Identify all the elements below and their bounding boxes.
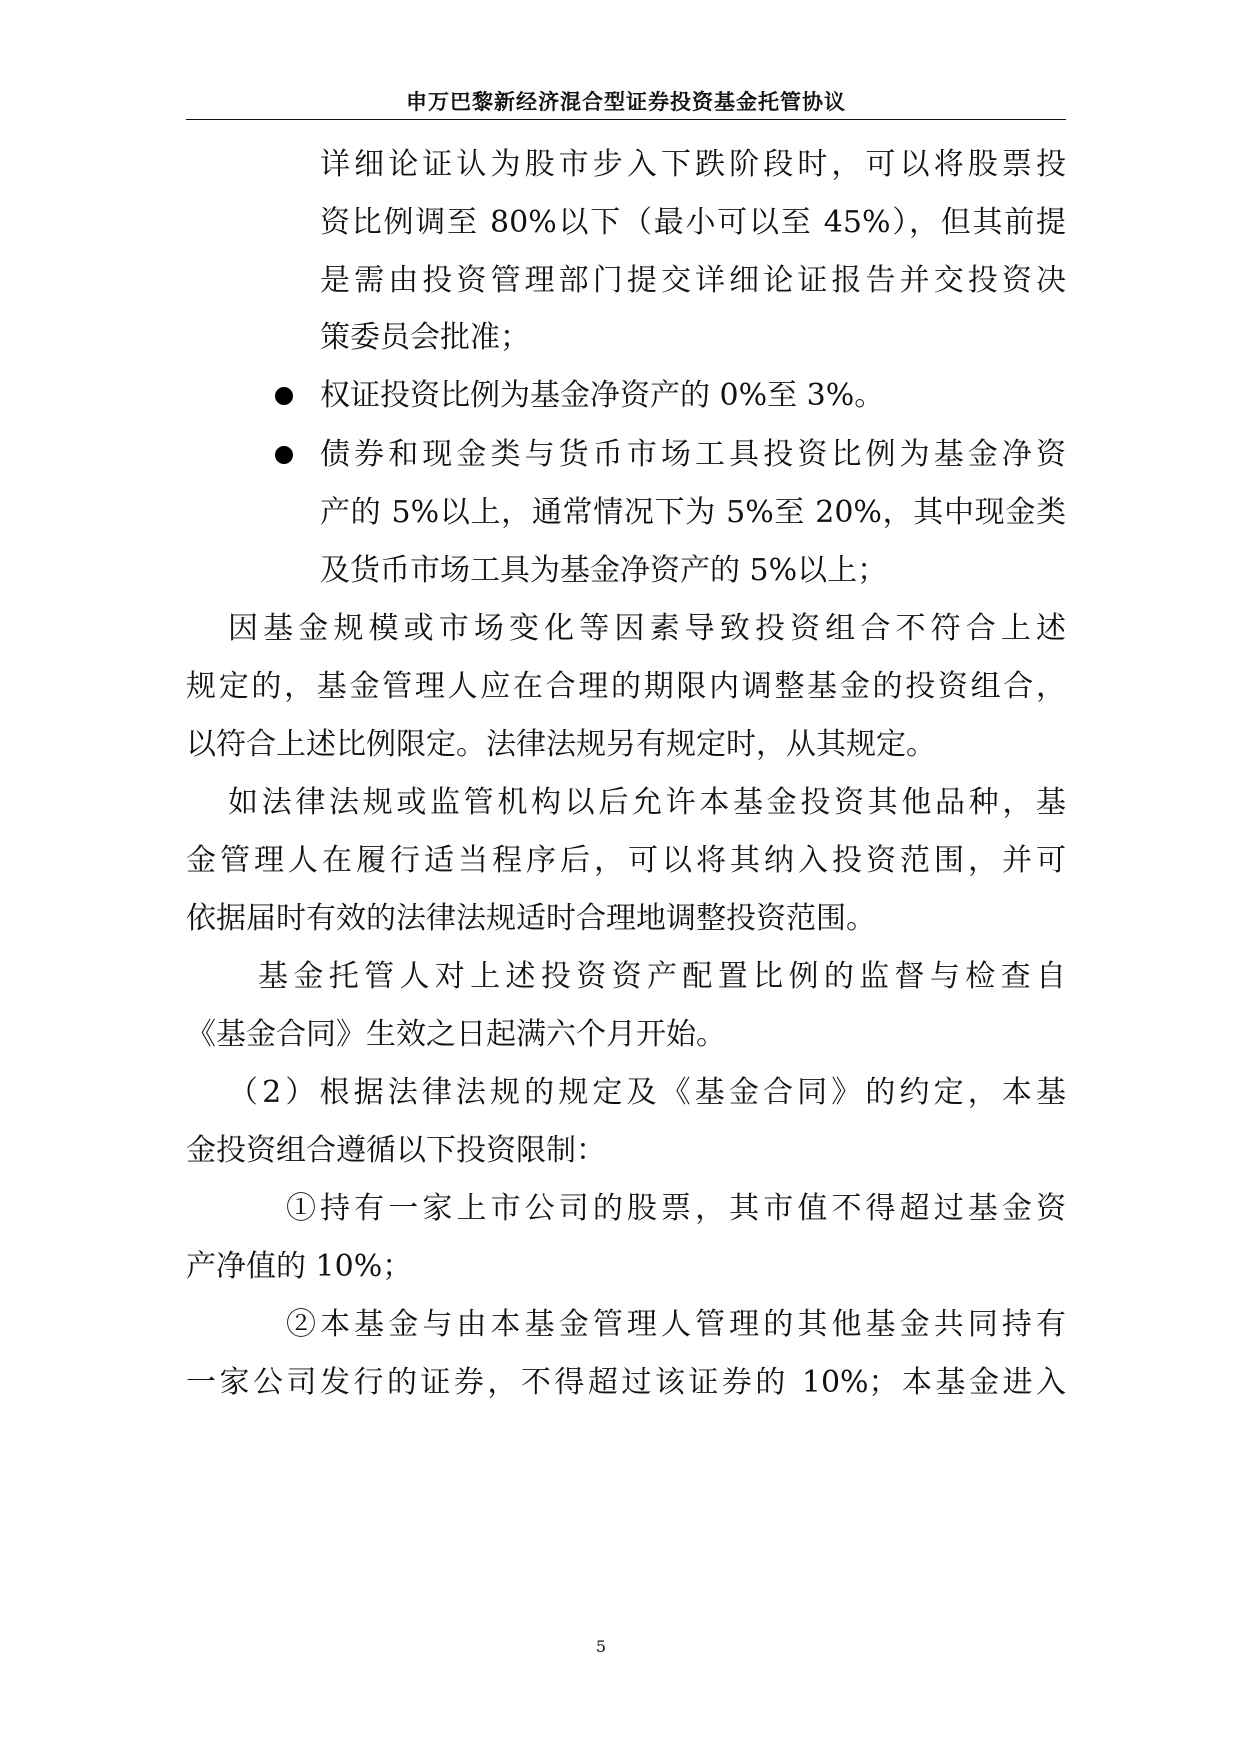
text-line: 依据届时有效的法律法规适时合理地调整投资范围。 (186, 901, 876, 936)
text-line: 权证投资比例为基金净资产的 0%至 3%。 (320, 378, 885, 413)
text-line: 金投资组合遵循以下投资限制： (186, 1133, 606, 1168)
text-line: 债券和现金类与货币市场工具投资比例为基金净资 (320, 437, 1066, 472)
text-line: 一家公司发行的证券，不得超过该证券的 10%；本基金进入 (186, 1365, 1066, 1400)
text-line: 以符合上述比例限定。法律法规另有规定时，从其规定。 (186, 727, 936, 762)
text-line: 基金托管人对上述投资资产配置比例的监督与检查自 (258, 959, 1066, 994)
text-line: 详细论证认为股市步入下跌阶段时，可以将股票投 (320, 147, 1066, 182)
text-line: 规定的，基金管理人应在合理的期限内调整基金的投资组合， (186, 669, 1066, 704)
text-line: 策委员会批准； (320, 320, 530, 355)
page-number: 5 (595, 1637, 607, 1656)
text-line: 金管理人在履行适当程序后，可以将其纳入投资范围，并可 (186, 843, 1066, 878)
text-line: 及货币市场工具为基金净资产的 5%以上； (320, 553, 888, 588)
text-line: 是需由投资管理部门提交详细论证报告并交投资决 (320, 263, 1066, 298)
bullet-icon (275, 387, 293, 405)
text-line: 《基金合同》生效之日起满六个月开始。 (186, 1017, 726, 1052)
text-line: 产的 5%以上，通常情况下为 5%至 20%，其中现金类 (320, 495, 1066, 530)
text-line: 如法律法规或监管机构以后允许本基金投资其他品种，基 (228, 785, 1066, 820)
header-divider (186, 119, 1066, 120)
bullet-icon (275, 446, 293, 464)
text-line: 产净值的 10%； (186, 1249, 413, 1284)
text-line: ①持有一家上市公司的股票，其市值不得超过基金资 (286, 1191, 1066, 1226)
document-title: 申万巴黎新经济混合型证券投资基金托管协议 (406, 90, 846, 114)
text-line: （2）根据法律法规的规定及《基金合同》的约定，本基 (228, 1075, 1066, 1110)
text-line: ②本基金与由本基金管理人管理的其他基金共同持有 (286, 1307, 1066, 1342)
text-line: 资比例调至 80%以下（最小可以至 45%），但其前提 (320, 205, 1066, 240)
text-line: 因基金规模或市场变化等因素导致投资组合不符合上述 (228, 611, 1066, 646)
